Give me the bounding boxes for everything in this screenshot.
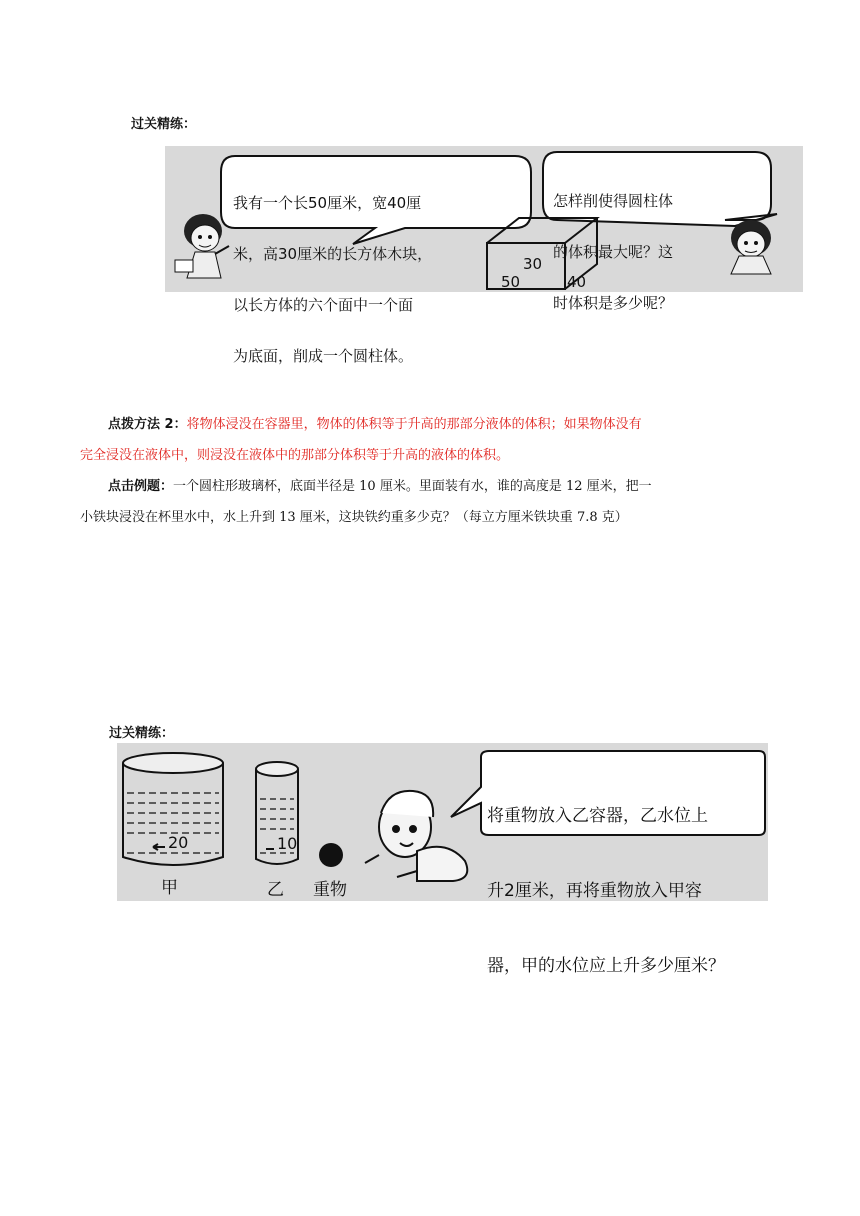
bubble-left-line: 我有一个长50厘米，宽40厘 bbox=[233, 194, 422, 212]
cuboid-length-label: 50 bbox=[501, 273, 521, 291]
bubble-right-text bbox=[553, 159, 673, 346]
bubble-line: 器，甲的水位应上升多少厘米？ bbox=[487, 956, 725, 976]
bubble-right-line: 的体积最大呢？这 bbox=[553, 243, 674, 261]
bubble-left-line: 以长方体的六个面中一个面 bbox=[233, 296, 414, 314]
cuboid-width-label: 40 bbox=[567, 273, 587, 291]
container-yi-diameter: 10 bbox=[277, 834, 298, 853]
bubble-right-line: 怎样削使得圆柱体 bbox=[553, 192, 674, 210]
child-figure bbox=[365, 791, 467, 881]
container-yi-label: 乙 bbox=[267, 880, 284, 900]
bubble-text bbox=[487, 754, 725, 1029]
bubble-right-line: 时体积是多少呢？ bbox=[553, 294, 674, 312]
method-text-line1: 将物体浸没在容器里，物体的体积等于升高的那部分液体的体积；如果物体没有 bbox=[186, 417, 642, 432]
bubble-left-line: 为底面，削成一个圆柱体。 bbox=[233, 347, 414, 365]
example-paragraph bbox=[80, 471, 780, 533]
cuboid-problem-illustration bbox=[165, 146, 803, 365]
bubble-left-line: 米，高30厘米的长方体木块， bbox=[233, 245, 433, 263]
method-paragraph bbox=[80, 409, 760, 471]
bubble-line: 将重物放入乙容器，乙水位上 bbox=[487, 806, 708, 826]
section-heading-1: 过关精练： bbox=[131, 117, 197, 132]
container-jia-label: 甲 bbox=[161, 878, 178, 898]
cuboid-height-label: 30 bbox=[523, 255, 543, 273]
container-problem-illustration bbox=[117, 743, 768, 976]
section-heading-2: 过关精练： bbox=[109, 726, 175, 741]
method-label: 点拨方法 2： bbox=[108, 417, 187, 432]
weight-label: 重物 bbox=[313, 880, 347, 900]
example-text-line1: 一个圆柱形玻璃杯，底面半径是 10 厘米。里面装有水，谁的高度是 12 厘米，把一 bbox=[173, 479, 652, 494]
girl-figure-left bbox=[175, 214, 229, 278]
example-label: 点击例题： bbox=[108, 479, 174, 494]
bubble-line: 升2厘米，再将重物放入甲容 bbox=[487, 881, 702, 901]
container-jia-diameter: 20 bbox=[168, 833, 189, 852]
bubble-left-text bbox=[233, 161, 432, 399]
method-text-line2: 完全浸没在液体中，则浸没在液体中的那部分体积等于升高的液体的体积。 bbox=[80, 448, 510, 463]
example-text-line2: 小铁块浸没在杯里水中，水上升到 13 厘米，这块铁约重多少克？（每立方厘米铁块重 7.8 克） bbox=[80, 510, 628, 525]
girl-figure-right bbox=[731, 220, 771, 274]
weight-ball bbox=[319, 843, 343, 867]
